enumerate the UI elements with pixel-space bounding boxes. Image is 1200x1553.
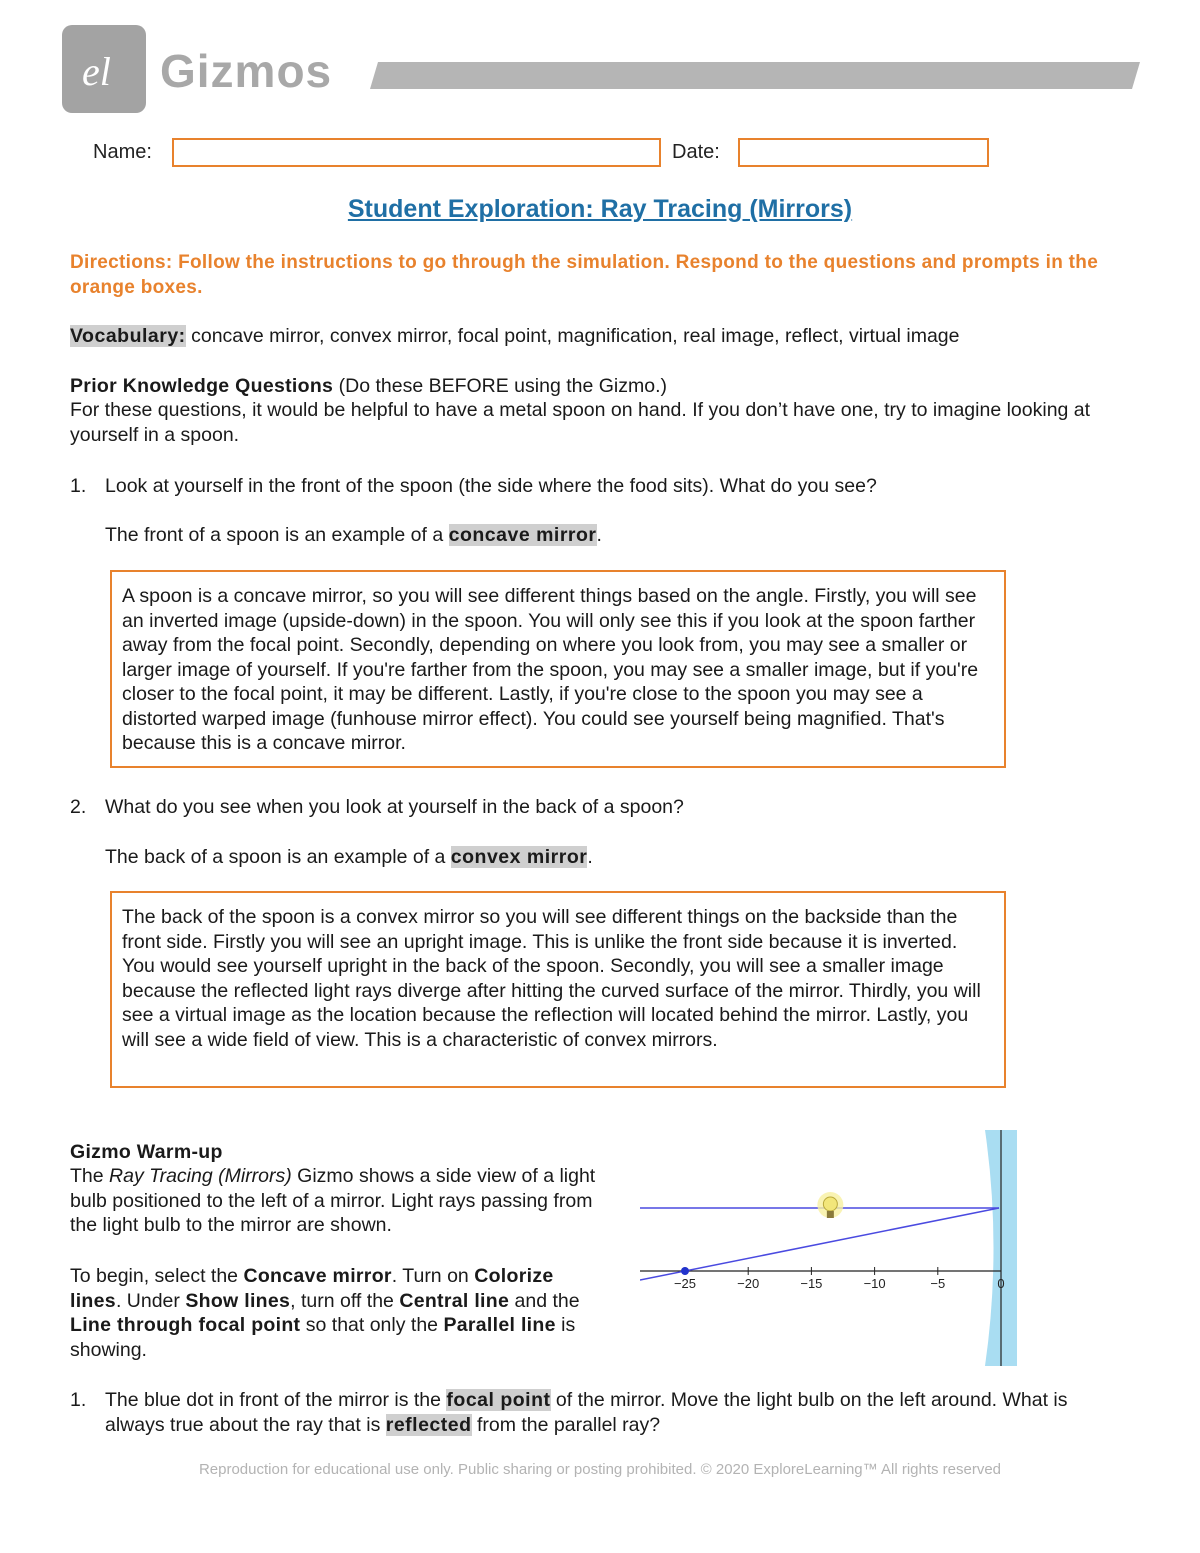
focal-point-dot[interactable] <box>681 1267 689 1275</box>
prior-knowledge-heading <box>70 374 1130 399</box>
date-field[interactable] <box>738 138 989 167</box>
page-title: Student Exploration: Ray Tracing (Mirrors) <box>347 195 853 223</box>
x-tick-label: −5 <box>930 1276 946 1291</box>
note-text: The front of a spoon is an example of a <box>105 524 449 546</box>
warmup-bold-term: Line through focal point <box>70 1314 301 1336</box>
warmup-paragraph-2 <box>70 1264 610 1362</box>
x-tick-label: −10 <box>863 1276 886 1291</box>
prior-knowledge-title: Prior Knowledge Questions <box>70 375 334 397</box>
ray-tracing-simulation[interactable] <box>640 1130 1020 1366</box>
warmup-bold-term: Concave mirror <box>243 1265 392 1287</box>
convex-mirror-term: convex mirror <box>450 846 588 868</box>
question-number: 1. <box>70 475 87 497</box>
warmup-heading: Gizmo Warm-up <box>70 1141 223 1163</box>
answer-box-2[interactable] <box>110 891 1006 1088</box>
note-text: The back of a spoon is an example of a <box>105 846 451 868</box>
bulb-base <box>827 1211 834 1218</box>
question-number: 2. <box>70 796 87 818</box>
warmup-text: , turn off the <box>290 1289 400 1312</box>
x-tick-label: −15 <box>800 1276 823 1291</box>
warmup-question-1 <box>105 1388 1105 1437</box>
explorelearning-logo <box>62 25 146 113</box>
warmup-bold-term: Central line <box>399 1289 510 1312</box>
reflected-ray <box>640 1208 999 1280</box>
question-2-note <box>105 845 593 870</box>
el-logo-icon <box>62 25 146 113</box>
footer-copyright: Reproduction for educational use only. Public sharing or posting prohibited. © 2020 ExploreLearning™ All rights reserved <box>198 1461 1002 1478</box>
bulb-glass <box>823 1197 837 1211</box>
vocabulary-label: Vocabulary: <box>70 325 186 347</box>
light-bulb-icon[interactable] <box>817 1192 843 1218</box>
date-label: Date: <box>672 141 720 163</box>
svg-text:el: el <box>82 49 111 94</box>
reflected-term: reflected <box>385 1413 472 1436</box>
warmup-bold-term: Parallel line <box>443 1314 556 1336</box>
gizmo-name: Ray Tracing (Mirrors) <box>109 1165 292 1187</box>
directions: Directions: Follow the instructions to go through the simulation. Respond to the questions and prompts in the orange boxes. <box>70 252 1099 298</box>
warmup-text: To begin, select the <box>70 1265 244 1287</box>
question-number: 1. <box>70 1389 87 1411</box>
focal-point-term: focal point <box>446 1389 551 1411</box>
warmup-text: . Turn on <box>391 1265 475 1287</box>
warmup-text: and the <box>509 1289 580 1312</box>
question-2-text: What do you see when you look at yourself in the back of a spoon? <box>105 796 684 818</box>
note-text-end: . <box>587 846 593 868</box>
prior-knowledge-intro: For these questions, it would be helpful to have a metal spoon on hand. If you don’t have one, try to imagine looking at yourself in a spoon. <box>70 399 1091 446</box>
warmup-text: . Under <box>115 1289 186 1312</box>
warmup-bold-term: Colorize lines <box>70 1265 554 1312</box>
x-tick-label: 0 <box>997 1276 1005 1291</box>
name-label: Name: <box>93 141 152 163</box>
answer-1-text: A spoon is a concave mirror, so you will see different things based on the angle. Firstly, you will see an inverted image (upside-down) in the spoon. You will only see this if you look at the spoon farther away from the focal point. Secondly, depending on where you look from, you may see a smaller or larger image of yourself. If you're farther from the spoon, you may see a smaller image, but if you're closer to the focal point, it may be different. Lastly, if you're close to the spoon you may see a distorted warped image (funhouse mirror effect). You could see yourself being magnified. That's because this is a concave mirror. <box>122 585 979 754</box>
prior-knowledge-note: (Do these BEFORE using the Gizmo.) <box>333 375 667 397</box>
header-bar <box>370 62 1140 89</box>
warmup-text: is showing. <box>70 1314 576 1361</box>
warmup-text: so that only the <box>300 1314 444 1336</box>
vocabulary <box>70 324 1140 349</box>
question-text: of the mirror. Move the light bulb on the left around. What is always true about the ray that is <box>105 1389 1068 1436</box>
warmup-bold-term: Show lines <box>185 1289 291 1312</box>
name-field[interactable] <box>172 138 661 167</box>
question-text: The blue dot in front of the mirror is the <box>105 1389 447 1411</box>
answer-2-text: The back of the spoon is a convex mirror so you will see different things on the backside than the front side. Firstly you will see an upright image. This is unlike the front side because it is inverted. You would see yourself upright in the back of the spoon. Secondly, you will see a smaller image because the reflected light rays diverge after hitting the curved surface of the mirror. Thirdly, you will see a virtual image as the location because the reflection will located behind the mirror. Lastly, you will see a wide field of view. This is a characteristic of convex mirrors. <box>122 906 981 1051</box>
warmup-paragraph-1 <box>70 1164 615 1238</box>
vocabulary-terms: concave mirror, convex mirror, focal point, magnification, real image, reflect, virtual image <box>185 325 960 347</box>
note-text-end: . <box>596 524 602 546</box>
warmup-text: The <box>70 1165 110 1187</box>
brand-name: Gizmos <box>160 45 333 97</box>
x-tick-label: −25 <box>673 1276 697 1291</box>
question-1-text: Look at yourself in the front of the spoon (the side where the food sits). What do you see? <box>105 475 877 497</box>
answer-box-1[interactable] <box>110 570 1006 768</box>
question-text: from the parallel ray? <box>471 1413 661 1436</box>
warmup-text: Gizmo shows a side view of a light bulb positioned to the left of a mirror. Light rays passing from the light bulb to the mirror are shown. <box>70 1165 596 1236</box>
x-tick-label: −20 <box>737 1276 760 1291</box>
concave-mirror-term: concave mirror <box>448 524 597 546</box>
question-1-note <box>105 523 602 548</box>
